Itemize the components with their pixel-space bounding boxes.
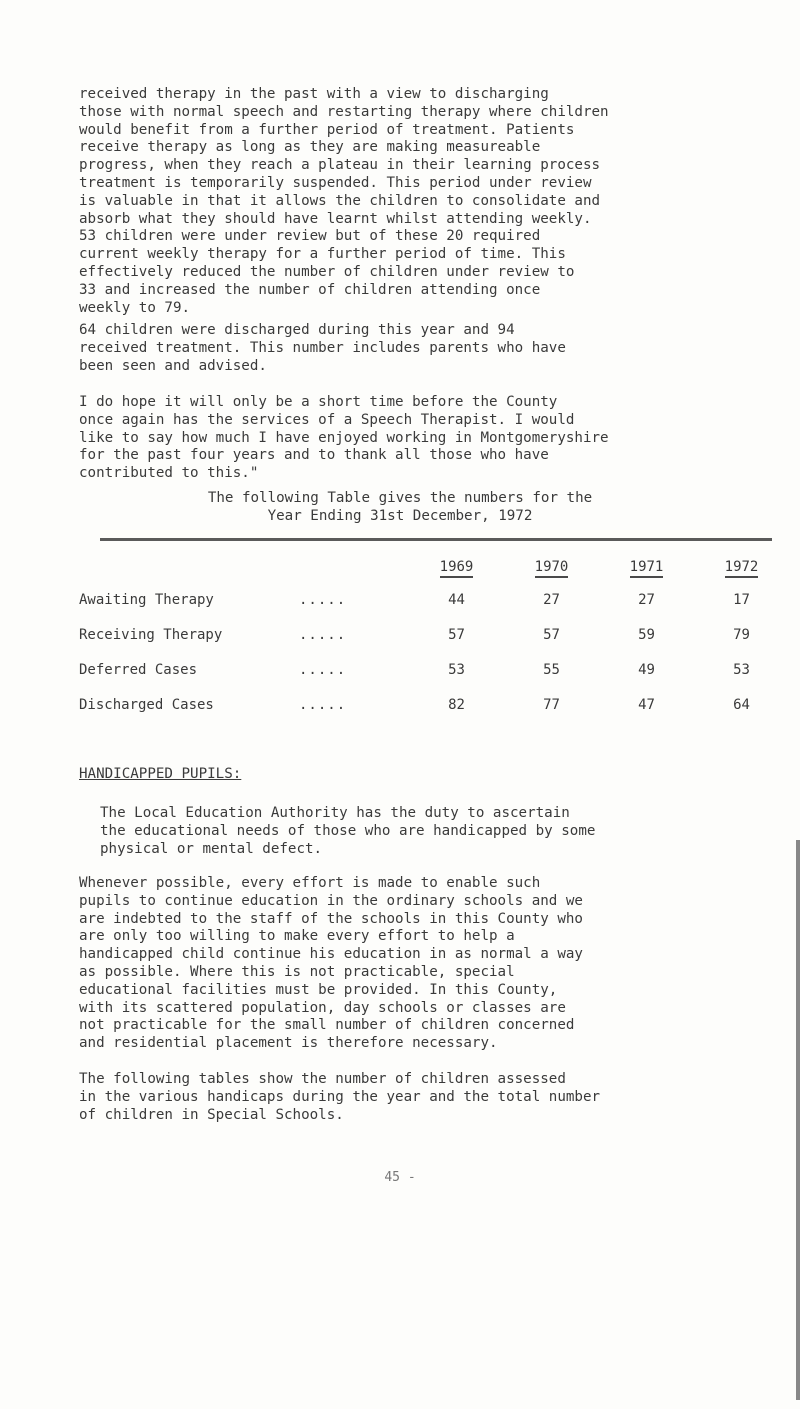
table-cell: 49: [638, 661, 655, 678]
table-cell: 79: [733, 626, 750, 643]
section-heading: HANDICAPPED PUPILS:: [79, 766, 242, 782]
paragraph-discharged: 64 children were discharged during this year and 94 received treatment. This number includes parents who have been seen and advised.: [79, 322, 566, 374]
table-cell: 27: [638, 591, 655, 608]
therapy-table: [79, 552, 789, 722]
row-label: Receiving Therapy: [79, 626, 223, 643]
page-number: 45 -: [384, 1170, 416, 1185]
table-cell: 57: [448, 626, 465, 643]
table-cell: 53: [733, 661, 750, 678]
table-header-row: [79, 552, 789, 582]
table-row: [79, 617, 789, 652]
table-cell: 53: [448, 661, 465, 678]
leader-dots: .....: [299, 591, 347, 608]
row-label: Discharged Cases: [79, 696, 214, 713]
table-cell: 59: [638, 626, 655, 643]
leader-dots: .....: [299, 626, 347, 643]
leader-dots: .....: [299, 696, 347, 713]
table-cell: 44: [448, 591, 465, 608]
paragraph-following-tables: The following tables show the number of children assessed in the various handicaps during the year and the total number of children in Special Schools.: [79, 1071, 601, 1123]
leader-dots: .....: [299, 661, 347, 678]
table-cell: 55: [543, 661, 560, 678]
paragraph-therapy-review: received therapy in the past with a view to discharging those with normal speech and restarting therapy where children would benefit from a further period of treatment. Patients receive therapy as long as they are making measureable progress, when they reach a plateau in their learning process treatment is temporarily suspended. This period under review is valuable in that it allows the children to consolidate and absorb what they should have learnt whilst attending weekly. 53 children were under review but of these 20 required current weekly therapy for a further period of time. This effectively reduced the number of children under review to 33 and increased the number of children attending once weekly to 79.: [79, 86, 609, 316]
paragraph-ordinary-schools: Whenever possible, every effort is made to enable such pupils to continue education in the ordinary schools and we are indebted to the staff of the schools in this County who are only too willing to make every effort to help a handicapped child continue his education in as normal a way as possible. Where this is not practicable, special educational facilities must be provided. In this County, with its scattered population, day schools or classes are not practicable for the small number of children concerned and residential placement is therefore necessary.: [79, 875, 583, 1052]
table-cell: 64: [733, 696, 750, 713]
scan-edge-shadow: [796, 840, 800, 1400]
table-cell: 17: [733, 591, 750, 608]
table-cell: 47: [638, 696, 655, 713]
row-label: Awaiting Therapy: [79, 591, 214, 608]
year-header: 1970: [535, 559, 569, 578]
year-header: 1972: [725, 559, 759, 578]
row-label: Deferred Cases: [79, 661, 198, 678]
table-row: [79, 687, 789, 722]
table-cell: 82: [448, 696, 465, 713]
year-header: 1969: [440, 559, 474, 578]
table-row: [79, 652, 789, 687]
table-caption-line1: The following Table gives the numbers for the: [207, 490, 593, 506]
table-cell: 27: [543, 591, 560, 608]
table-row: [79, 582, 789, 617]
paragraph-closing-remarks: I do hope it will only be a short time before the County once again has the services of a Speech Therapist. I would like to say how much I have enjoyed working in Montgomeryshire for the past four years and to thank all those who have contributed to this.": [79, 394, 609, 482]
year-header: 1971: [630, 559, 664, 578]
table-cell: 57: [543, 626, 560, 643]
paragraph-lea-duty: The Local Education Authority has the duty to ascertain the educational needs of those who are handicapped by some physical or mental defect.: [100, 805, 596, 857]
table-cell: 77: [543, 696, 560, 713]
table-top-rule: [100, 538, 772, 541]
table-caption-line2: Year Ending 31st December, 1972: [267, 508, 533, 524]
